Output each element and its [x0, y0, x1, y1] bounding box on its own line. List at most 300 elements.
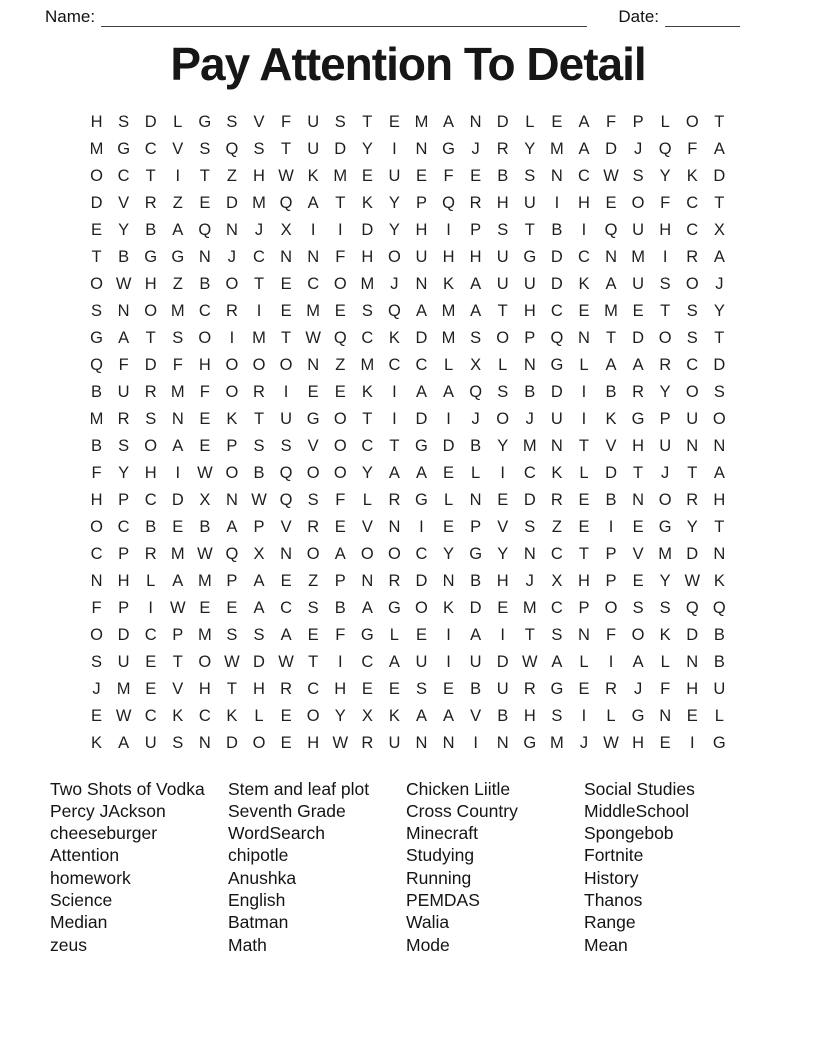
grid-letter: E — [334, 517, 346, 536]
grid-letter: I — [662, 247, 668, 266]
grid-letter: P — [118, 544, 130, 563]
grid-letter: E — [334, 301, 346, 320]
grid-letter: R — [550, 490, 563, 509]
grid-letter: F — [199, 382, 210, 401]
grid-letter: S — [334, 112, 346, 131]
grid-letter: Y — [497, 436, 509, 455]
grid-letter: D — [361, 220, 374, 239]
grid-letter: N — [361, 571, 374, 590]
grid-row — [83, 595, 733, 622]
grid-row — [83, 433, 733, 460]
grid-letter: T — [335, 193, 346, 212]
grid-letter: U — [632, 274, 645, 293]
grid-letter: T — [281, 328, 292, 347]
grid-row — [83, 568, 733, 595]
grid-letter: A — [253, 598, 265, 617]
grid-letter: E — [497, 598, 509, 617]
grid-letter: R — [388, 490, 401, 509]
grid-letter: N — [388, 517, 401, 536]
grid-letter: D — [605, 463, 617, 482]
grid-letter: K — [172, 706, 184, 725]
word-list-item: Fortnite — [584, 845, 644, 866]
grid-letter: K — [605, 409, 617, 428]
grid-row — [83, 136, 733, 163]
grid-letter: D — [117, 625, 130, 644]
grid-letter: O — [496, 328, 510, 347]
grid-letter: S — [632, 166, 644, 185]
grid-letter: N — [307, 355, 320, 374]
grid-letter: C — [686, 355, 699, 374]
grid-letter: P — [605, 544, 617, 563]
grid-letter: B — [497, 706, 509, 725]
grid-letter: A — [172, 220, 184, 239]
grid-letter: O — [333, 274, 347, 293]
grid-letter: P — [172, 625, 184, 644]
word-list-item: Seventh Grade — [228, 800, 346, 821]
grid-letter: R — [686, 490, 699, 509]
grid-letter: U — [117, 382, 130, 401]
grid-letter: N — [523, 355, 536, 374]
grid-letter: W — [115, 706, 132, 725]
grid-letter: E — [632, 301, 644, 320]
grid-letter: Y — [388, 193, 400, 212]
grid-letter: V — [253, 112, 265, 131]
grid-letter: W — [278, 166, 294, 185]
grid-letter: C — [361, 436, 374, 455]
grid-letter: S — [226, 112, 238, 131]
grid-letter: E — [443, 679, 455, 698]
grid-letter: W — [251, 490, 267, 509]
grid-letter: E — [361, 679, 373, 698]
grid-letter: A — [172, 571, 184, 590]
grid-letter: I — [419, 517, 424, 536]
grid-letter: S — [91, 652, 103, 671]
grid-letter: J — [715, 274, 724, 293]
grid-letter: C — [144, 139, 157, 158]
grid-letter: O — [658, 490, 672, 509]
grid-letter: M — [197, 625, 212, 644]
grid-letter: Q — [225, 139, 239, 158]
grid-letter: D — [253, 652, 265, 671]
word-list-item: Anushka — [228, 867, 297, 888]
grid-letter: R — [469, 193, 482, 212]
grid-letter: R — [523, 679, 536, 698]
grid-letter: Y — [713, 301, 725, 320]
grid-letter: Q — [685, 598, 699, 617]
grid-letter: C — [307, 274, 320, 293]
word-list — [0, 757, 816, 956]
grid-letter: A — [578, 112, 590, 131]
grid-letter: Z — [226, 166, 237, 185]
grid-letter: H — [442, 247, 455, 266]
grid-letter: X — [470, 355, 482, 374]
grid-letter: W — [305, 328, 321, 347]
grid-letter: T — [660, 301, 671, 320]
grid-letter: V — [280, 517, 292, 536]
grid-letter: E — [632, 517, 644, 536]
grid-letter: U — [388, 166, 401, 185]
grid-letter: N — [686, 652, 699, 671]
grid-letter: J — [525, 409, 534, 428]
grid-letter: D — [496, 112, 509, 131]
grid-letter: N — [117, 301, 130, 320]
grid-letter: D — [225, 733, 238, 752]
grid-letter: T — [605, 328, 617, 347]
grid-letter: L — [579, 355, 589, 374]
grid-letter: A — [388, 652, 400, 671]
grid-letter: M — [441, 328, 456, 347]
grid-letter: R — [253, 382, 265, 401]
grid-letter: T — [714, 193, 725, 212]
grid-letter: V — [605, 436, 617, 455]
grid-letter: H — [90, 112, 103, 131]
grid-letter: M — [441, 301, 456, 320]
grid-letter: B — [524, 382, 536, 401]
grid-letter: O — [90, 517, 103, 536]
grid-letter: L — [714, 706, 724, 725]
grid-letter: L — [173, 112, 183, 131]
grid-letter: R — [388, 571, 401, 590]
grid-letter: H — [632, 733, 645, 752]
grid-letter: S — [659, 598, 671, 617]
grid-letter: S — [253, 436, 265, 455]
grid-letter: D — [144, 112, 157, 131]
grid-letter: M — [549, 733, 564, 752]
grid-letter: H — [713, 490, 726, 509]
grid-letter: H — [523, 301, 536, 320]
grid-letter: G — [171, 247, 185, 266]
grid-letter: U — [523, 193, 536, 212]
grid-letter: H — [577, 571, 590, 590]
grid-letter: S — [551, 625, 563, 644]
grid-letter: D — [415, 571, 428, 590]
grid-letter: A — [713, 139, 725, 158]
grid-letter: I — [554, 193, 560, 212]
grid-letter: Q — [604, 220, 618, 239]
grid-letter: F — [660, 679, 671, 698]
grid-letter: Q — [712, 598, 726, 617]
grid-letter: J — [92, 679, 101, 698]
grid-letter: E — [226, 598, 238, 617]
grid-letter: M — [170, 301, 185, 320]
grid-letter: X — [361, 706, 373, 725]
grid-letter: D — [686, 544, 699, 563]
grid-letter: P — [524, 328, 536, 347]
grid-letter: T — [687, 463, 698, 482]
word-list-item: Minecraft — [406, 823, 478, 844]
grid-letter: Q — [550, 328, 564, 347]
grid-letter: U — [307, 139, 320, 158]
grid-letter: B — [605, 490, 617, 509]
grid-letter: E — [199, 436, 211, 455]
grid-letter: E — [361, 166, 373, 185]
word-list-item: Cross Country — [406, 800, 518, 821]
grid-letter: K — [578, 274, 590, 293]
grid-letter: N — [632, 490, 645, 509]
grid-letter: E — [659, 733, 671, 752]
grid-letter: F — [281, 112, 292, 131]
grid-letter: E — [91, 220, 103, 239]
grid-letter: Z — [172, 274, 183, 293]
grid-letter: O — [90, 274, 103, 293]
grid-letter: R — [496, 139, 509, 158]
grid-letter: R — [225, 301, 238, 320]
grid-letter: E — [470, 166, 482, 185]
grid-letter: Y — [118, 463, 130, 482]
grid-letter: T — [253, 274, 265, 293]
grid-letter: E — [415, 625, 427, 644]
word-list-item: Range — [584, 912, 636, 933]
grid-letter: I — [581, 220, 587, 239]
grid-letter: H — [144, 274, 157, 293]
grid-letter: G — [144, 247, 158, 266]
grid-letter: O — [279, 355, 293, 374]
grid-letter: E — [145, 679, 157, 698]
grid-letter: B — [334, 598, 346, 617]
grid-letter: R — [361, 733, 374, 752]
grid-letter: J — [227, 247, 237, 266]
grid-letter: C — [523, 463, 536, 482]
grid-letter: N — [280, 544, 293, 563]
grid-letter: H — [253, 679, 265, 698]
word-list-item: Thanos — [584, 890, 643, 911]
grid-row — [83, 352, 733, 379]
word-list-item: Attention — [50, 845, 120, 866]
page-title: Pay Attention To Detail — [170, 38, 646, 90]
grid-letter: O — [90, 166, 103, 185]
grid-letter: B — [91, 382, 103, 401]
grid-letter: W — [115, 274, 132, 293]
grid-letter: V — [118, 193, 130, 212]
grid-letter: Z — [308, 571, 319, 590]
grid-letter: V — [632, 544, 644, 563]
grid-letter: H — [144, 463, 157, 482]
grid-letter: Y — [361, 139, 373, 158]
grid-letter: J — [254, 220, 264, 239]
grid-letter: A — [415, 301, 427, 320]
name-blank-line — [101, 11, 587, 27]
grid-letter: A — [551, 652, 563, 671]
grid-letter: N — [713, 436, 726, 455]
grid-letter: O — [144, 301, 158, 320]
grid-letter: R — [144, 193, 157, 212]
grid-letter: Y — [686, 517, 698, 536]
grid-letter: C — [198, 301, 211, 320]
grid-letter: L — [660, 112, 670, 131]
grid-row — [83, 730, 733, 757]
grid-letter: I — [581, 706, 587, 725]
word-list-item: chipotle — [228, 845, 289, 866]
header — [0, 0, 816, 27]
grid-letter: N — [90, 571, 103, 590]
word-list-item: Two Shots of Vodka — [50, 778, 205, 799]
word-list-column — [406, 778, 584, 956]
name-label: Name: — [45, 7, 96, 26]
grid-letter: V — [307, 436, 319, 455]
grid-letter: G — [387, 598, 401, 617]
grid-letter: N — [307, 247, 320, 266]
grid-letter: K — [226, 409, 238, 428]
grid-letter: F — [172, 355, 183, 374]
grid-letter: O — [225, 355, 239, 374]
grid-letter: O — [144, 436, 158, 455]
grid-letter: L — [660, 652, 670, 671]
grid-letter: E — [307, 625, 319, 644]
grid-letter: C — [361, 652, 374, 671]
grid-letter: U — [117, 652, 130, 671]
grid-letter: X — [199, 490, 211, 509]
grid-letter: I — [500, 463, 505, 482]
grid-letter: N — [550, 166, 563, 185]
grid-letter: B — [253, 463, 265, 482]
grid-letter: M — [197, 571, 212, 590]
grid-letter: G — [442, 139, 455, 158]
grid-letter: S — [145, 409, 157, 428]
grid-letter: K — [713, 571, 725, 590]
grid-letter: R — [117, 409, 130, 428]
grid-letter: O — [631, 625, 645, 644]
grid-letter: O — [225, 382, 239, 401]
grid-letter: G — [550, 355, 564, 374]
grid-letter: Y — [524, 139, 536, 158]
grid-letter: S — [686, 301, 698, 320]
grid-letter: C — [117, 166, 130, 185]
grid-letter: Z — [172, 193, 183, 212]
grid-letter: U — [415, 652, 428, 671]
grid-letter: I — [581, 409, 587, 428]
grid-letter: C — [550, 301, 563, 320]
grid-letter: W — [197, 544, 213, 563]
grid-letter: N — [605, 247, 617, 266]
grid-letter: K — [443, 274, 455, 293]
grid-row — [83, 163, 733, 190]
grid-letter: G — [550, 679, 564, 698]
grid-letter: C — [415, 544, 428, 563]
grid-letter: V — [497, 517, 509, 536]
grid-letter: S — [659, 274, 671, 293]
grid-letter: G — [117, 139, 131, 158]
grid-letter: M — [333, 166, 348, 185]
grid-row — [83, 298, 733, 325]
grid-letter: C — [415, 355, 428, 374]
grid-letter: S — [497, 220, 509, 239]
grid-letter: C — [307, 679, 320, 698]
grid-letter: L — [579, 463, 589, 482]
grid-letter: C — [550, 598, 563, 617]
grid-letter: O — [306, 706, 320, 725]
grid-letter: U — [686, 409, 699, 428]
grid-letter: E — [280, 301, 292, 320]
grid-row — [83, 676, 733, 703]
grid-letter: L — [498, 355, 508, 374]
grid-letter: S — [226, 625, 238, 644]
grid-letter: I — [392, 409, 397, 428]
grid-letter: T — [91, 247, 102, 266]
grid-letter: B — [713, 652, 725, 671]
grid-letter: E — [443, 463, 455, 482]
grid-letter: B — [199, 274, 211, 293]
grid-letter: D — [334, 139, 347, 158]
grid-letter: T — [389, 436, 400, 455]
grid-letter: A — [470, 274, 482, 293]
grid-letter: A — [226, 517, 238, 536]
grid-letter: N — [496, 733, 509, 752]
grid-letter: B — [91, 436, 103, 455]
grid-letter: F — [687, 139, 698, 158]
grid-letter: H — [117, 571, 130, 590]
grid-letter: S — [415, 679, 427, 698]
grid-letter: H — [659, 220, 672, 239]
grid-letter: D — [90, 193, 103, 212]
grid-row — [83, 649, 733, 676]
grid-letter: P — [659, 409, 671, 428]
grid-letter: O — [387, 247, 401, 266]
grid-letter: L — [254, 706, 264, 725]
grid-letter: Q — [279, 193, 293, 212]
grid-letter: N — [280, 247, 293, 266]
grid-letter: B — [605, 382, 617, 401]
grid-letter: G — [658, 517, 672, 536]
grid-letter: E — [334, 382, 346, 401]
grid-letter: K — [686, 166, 698, 185]
grid-letter: D — [415, 328, 428, 347]
grid-letter: E — [280, 733, 292, 752]
grid-letter: N — [171, 409, 184, 428]
grid-letter: P — [632, 112, 644, 131]
grid-letter: D — [171, 490, 184, 509]
grid-letter: T — [714, 112, 725, 131]
grid-letter: U — [307, 112, 320, 131]
grid-letter: N — [442, 733, 455, 752]
grid-letter: E — [443, 517, 455, 536]
grid-letter: T — [633, 463, 644, 482]
grid-letter: W — [603, 733, 619, 752]
grid-letter: J — [633, 679, 643, 698]
grid-letter: U — [550, 409, 563, 428]
grid-letter: S — [632, 598, 644, 617]
grid-letter: O — [333, 409, 347, 428]
grid-letter: S — [91, 301, 103, 320]
grid-letter: H — [523, 706, 536, 725]
grid-letter: N — [686, 436, 699, 455]
grid-letter: I — [283, 382, 289, 401]
grid-letter: N — [550, 436, 563, 455]
grid-letter: O — [252, 733, 266, 752]
grid-letter: F — [605, 625, 617, 644]
grid-letter: O — [631, 193, 645, 212]
grid-letter: M — [658, 544, 673, 563]
grid-row — [83, 109, 733, 136]
grid-letter: H — [361, 247, 374, 266]
grid-row — [83, 325, 733, 352]
grid-letter: O — [306, 463, 320, 482]
grid-letter: S — [524, 166, 536, 185]
grid-letter: L — [579, 652, 589, 671]
grid-letter: A — [253, 571, 265, 590]
grid-letter: D — [523, 490, 536, 509]
grid-letter: M — [360, 355, 375, 374]
grid-letter: G — [415, 436, 428, 455]
grid-letter: A — [713, 247, 725, 266]
grid-letter: K — [443, 598, 455, 617]
grid-letter: C — [550, 544, 563, 563]
grid-letter: A — [632, 355, 644, 374]
grid-row — [83, 622, 733, 649]
grid-letter: M — [116, 679, 131, 698]
grid-letter: E — [388, 112, 400, 131]
grid-letter: A — [415, 463, 427, 482]
grid-letter: B — [199, 517, 211, 536]
